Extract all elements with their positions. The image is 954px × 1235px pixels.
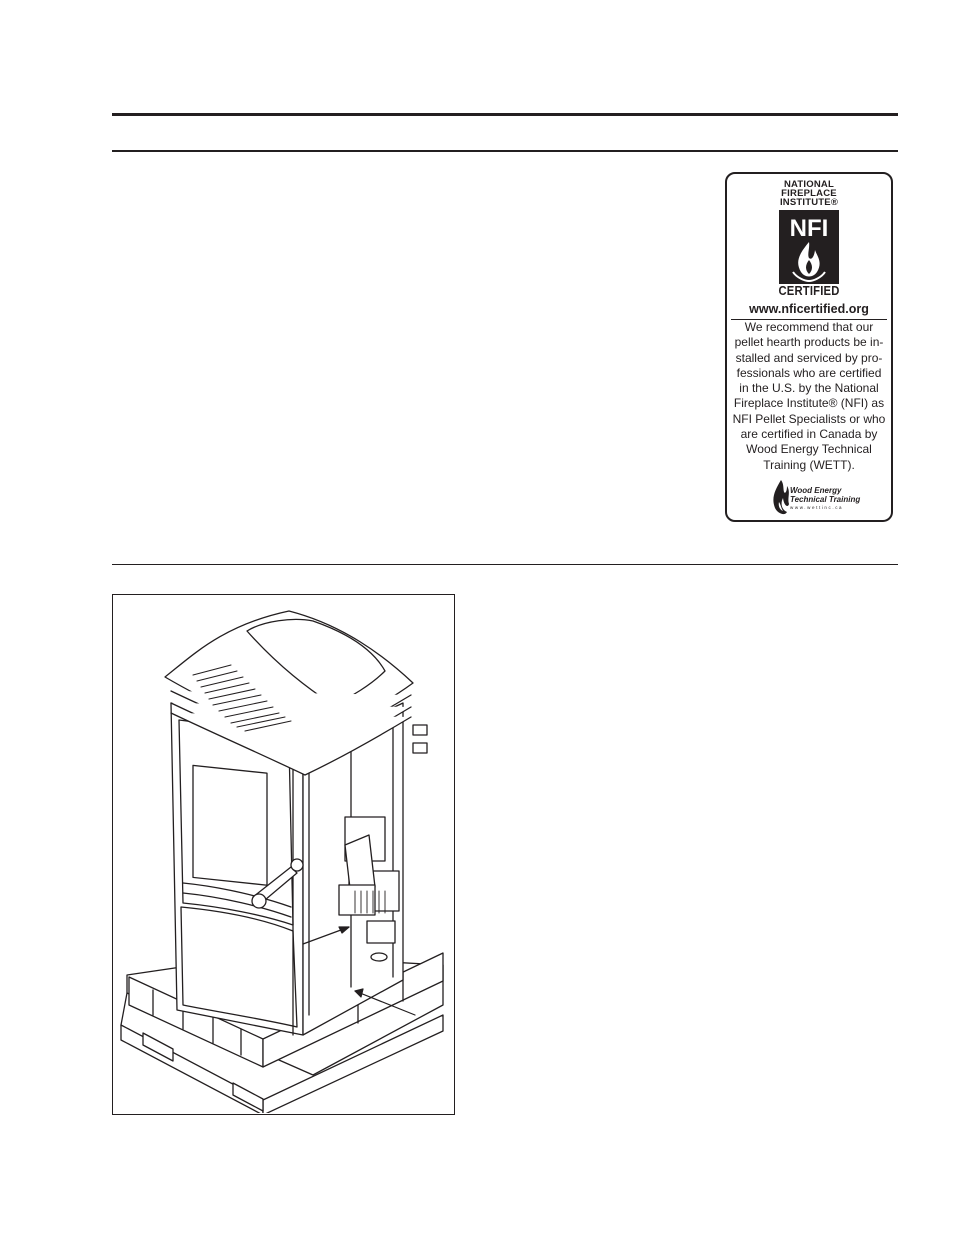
nfi-certified-label: CERTIFIED (778, 284, 840, 298)
wett-url: www.wettinc.ca (790, 505, 844, 510)
pellet-stove-illustration (113, 595, 453, 1113)
nfi-url: www.nficertified.org (749, 302, 869, 316)
section-rule (112, 564, 898, 565)
nfi-recommendation-text: We recommend that our pellet hearth products be in- stalled and serviced by pro- fessionals who are certified in the U.S. by the National Fireplace Institute® (NFI) as NFI Pellet Specialists or who are certified in Canada by Wood Energy Technical Training (WETT). (732, 320, 886, 472)
stove-on-pallet-figure (112, 594, 455, 1115)
header-rule-top (112, 113, 898, 116)
svg-text:NFI: NFI (789, 215, 829, 242)
wett-name: Wood Energy Technical Training (790, 486, 861, 504)
nfi-flame-logo-icon (779, 210, 839, 284)
nfi-certification-badge (725, 172, 893, 522)
header-rule-bottom (112, 150, 898, 152)
nfi-org-name: NATIONAL FIREPLACE INSTITUTE® (779, 179, 839, 208)
